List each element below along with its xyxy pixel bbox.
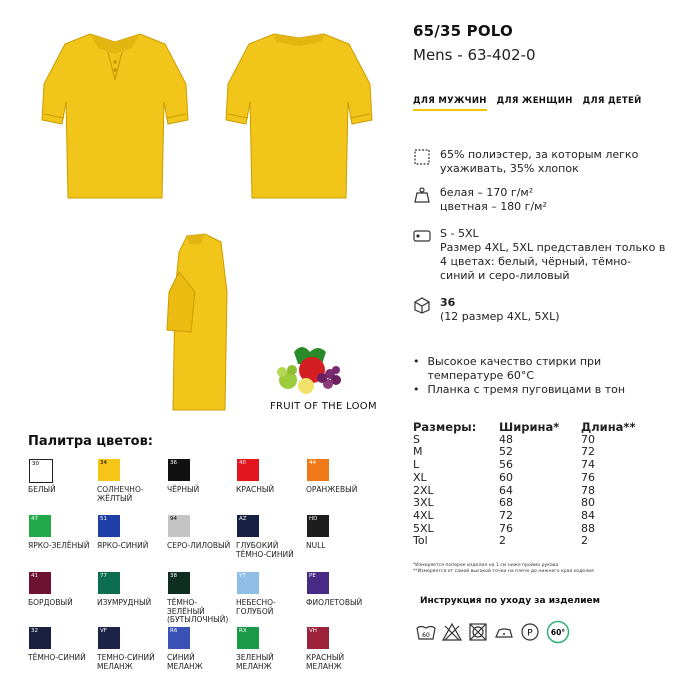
- box-icon: [413, 296, 431, 314]
- color-code: YT: [239, 573, 246, 579]
- color-label: ФИОЛЕТОВЫЙ: [306, 598, 363, 607]
- table-cell: 84: [581, 508, 595, 522]
- table-cell: 80: [581, 496, 595, 510]
- color-label: ЯРКО-ЗЕЛЁНЫЙ: [28, 541, 90, 550]
- svg-text:P: P: [527, 628, 533, 639]
- color-code: 44: [309, 460, 316, 466]
- color-swatch[interactable]: [168, 515, 190, 537]
- no-tumble-dry-icon: [468, 622, 488, 642]
- wash-60-badge-icon: [546, 620, 570, 644]
- color-swatch[interactable]: [307, 459, 329, 481]
- table-row: [413, 535, 641, 548]
- dry-clean-icon: [520, 622, 540, 642]
- color-code: 94: [170, 516, 177, 522]
- color-code: 30: [32, 461, 39, 467]
- table-cell: 72: [581, 445, 595, 459]
- table-row: [413, 472, 641, 485]
- table-cell: M: [413, 445, 423, 459]
- color-swatch[interactable]: [98, 627, 120, 649]
- color-label: НЕБЕСНО- ГОЛУБОЙ: [236, 598, 276, 616]
- table-cell: 74: [581, 458, 595, 472]
- table-cell: 78: [581, 483, 595, 497]
- product-subtitle: Mens - 63-402-0: [413, 46, 536, 64]
- color-label: СОЛНЕЧНО- ЖЁЛТЫЙ: [97, 485, 144, 503]
- color-label: NULL: [306, 541, 326, 550]
- polo-front-image: [40, 28, 190, 203]
- no-bleach-icon: [442, 622, 462, 642]
- pack-info: 36 (12 размер 4XL, 5XL): [440, 296, 560, 323]
- color-swatch[interactable]: [237, 627, 259, 649]
- color-code: 41: [31, 573, 38, 579]
- care-title: Инструкция по уходу за изделием: [420, 596, 600, 606]
- weight-icon: [413, 186, 431, 204]
- table-cell: 2: [581, 534, 588, 548]
- color-swatch[interactable]: [98, 572, 120, 594]
- color-code: 40: [239, 460, 246, 466]
- color-code: 34: [100, 460, 107, 466]
- color-swatch[interactable]: [29, 627, 51, 649]
- product-title: 65/35 POLO: [413, 22, 513, 40]
- color-swatch[interactable]: [237, 572, 259, 594]
- table-row: [413, 434, 641, 447]
- color-swatch[interactable]: [29, 515, 51, 537]
- table-cell: 68: [499, 496, 513, 510]
- color-label: КРАСНЫЙ: [236, 485, 275, 494]
- sizes-info: S - 5XL Размер 4XL, 5XL представлен только в 4 цветах: белый, чёрный, тёмно- синий и серо-лиловый: [440, 227, 666, 282]
- size-tag-icon: [413, 227, 431, 245]
- table-cell: 52: [499, 445, 513, 459]
- color-code: 32: [31, 628, 38, 634]
- table-row: [413, 446, 641, 459]
- iron-low-icon: [494, 622, 514, 642]
- color-label: СИНИЙ МЕЛАНЖ: [167, 653, 203, 671]
- color-swatch[interactable]: [168, 627, 190, 649]
- color-label: БЕЛЫЙ: [28, 485, 56, 494]
- polo-side-image: [165, 232, 245, 412]
- brand-logo-text: FRUIT OF THE LOOM: [270, 401, 377, 412]
- tab-women[interactable]: ДЛЯ ЖЕНЩИН: [496, 96, 573, 106]
- color-swatch[interactable]: [29, 459, 53, 483]
- color-label: ОРАНЖЕВЫЙ: [306, 485, 358, 494]
- table-row: [413, 510, 641, 523]
- table-cell: 2XL: [413, 483, 434, 497]
- color-swatch[interactable]: [168, 572, 190, 594]
- care-icons: [416, 620, 570, 644]
- color-code: VH: [309, 628, 317, 634]
- table-cell: S: [413, 432, 420, 446]
- palette-title: Палитра цветов:: [28, 434, 153, 449]
- color-label: КРАСНЫЙ МЕЛАНЖ: [306, 653, 345, 671]
- color-code: 47: [31, 516, 38, 522]
- tab-kids[interactable]: ДЛЯ ДЕТЕЙ: [582, 96, 642, 106]
- table-cell: L: [413, 458, 420, 472]
- color-label: ГЛУБОКИЙ ТЁМНО-СИНИЙ: [236, 541, 294, 559]
- color-swatch[interactable]: [307, 572, 329, 594]
- table-cell: 76: [499, 521, 513, 535]
- color-swatch[interactable]: [307, 515, 329, 537]
- color-code: AZ: [239, 516, 247, 522]
- table-row: [413, 485, 641, 498]
- table-cell: XL: [413, 470, 427, 484]
- color-swatch[interactable]: [237, 459, 259, 481]
- color-swatch[interactable]: [237, 515, 259, 537]
- table-cell: 88: [581, 521, 595, 535]
- color-label: ТЁМНО- ЗЕЛЁНЫЙ (БУТЫЛОЧНЫЙ): [167, 598, 229, 624]
- color-code: RX: [239, 628, 247, 634]
- color-label: БОРДОВЫЙ: [28, 598, 73, 607]
- color-code: 36: [170, 460, 177, 466]
- color-label: ИЗУМРУДНЫЙ: [97, 598, 152, 607]
- table-cell: 72: [499, 508, 513, 522]
- color-swatch[interactable]: [168, 459, 190, 481]
- color-swatch[interactable]: [29, 572, 51, 594]
- table-cell: 48: [499, 432, 513, 446]
- table-cell: 60: [499, 470, 513, 484]
- color-swatch[interactable]: [307, 627, 329, 649]
- color-label: ТЁМНО-СИНИЙ: [28, 653, 86, 662]
- color-label: СЕРО-ЛИЛОВЫЙ: [167, 541, 231, 550]
- size-table: [413, 421, 641, 548]
- color-code: VF: [100, 628, 107, 634]
- table-cell: 3XL: [413, 496, 434, 510]
- color-code: 51: [100, 516, 107, 522]
- table-cell: 70: [581, 432, 595, 446]
- color-code: R6: [170, 628, 178, 634]
- bullet-item: • Планка с тремя пуговицами в тон: [413, 383, 626, 396]
- bullet-item: • Высокое качество стирки при температуре 60°C: [413, 355, 602, 382]
- audience-tabs: [413, 96, 642, 111]
- color-label: ТЕМНО-СИНИЙ МЕЛАНЖ: [97, 653, 155, 671]
- table-cell: 2: [499, 534, 506, 548]
- table-header-row: Размеры: Ширина* Длина**: [413, 420, 636, 434]
- tab-men[interactable]: ДЛЯ МУЖЧИН: [413, 96, 487, 111]
- table-cell: Tol: [413, 534, 428, 548]
- color-code: PE: [309, 573, 316, 579]
- color-code: 38: [170, 573, 177, 579]
- color-label: ЯРКО-СИНИЙ: [97, 541, 149, 550]
- color-label: ЗЕЛЕНЫЙ МЕЛАНЖ: [236, 653, 274, 671]
- fabric-info: 65% полиэстер, за которым легко ухаживать, 35% хлопок: [440, 148, 639, 175]
- feature-bullets: [413, 355, 683, 397]
- table-cell: 56: [499, 458, 513, 472]
- fruit-of-the-loom-logo: [272, 342, 352, 400]
- table-cell: 64: [499, 483, 513, 497]
- table-row: [413, 459, 641, 472]
- polo-back-image: [224, 28, 374, 203]
- color-label: ЧЁРНЫЙ: [167, 485, 200, 494]
- color-swatch[interactable]: [98, 459, 120, 481]
- svg-text:60: 60: [422, 632, 430, 639]
- measurement-notes: *Измеряется поперек изделия на 1 см ниже пройма рукава **Измеряется от самой высокой точки на плече до нижнего края изделия: [413, 563, 594, 574]
- table-row: [413, 497, 641, 510]
- color-swatch[interactable]: [98, 515, 120, 537]
- fabric-icon: [413, 148, 431, 166]
- svg-text:60°: 60°: [550, 628, 566, 637]
- table-cell: 5XL: [413, 521, 434, 535]
- wash-60-icon: [416, 622, 436, 642]
- weight-info: белая – 170 г/м² цветная – 180 г/м²: [440, 186, 547, 213]
- table-row: [413, 523, 641, 536]
- table-cell: 76: [581, 470, 595, 484]
- color-code: 77: [100, 573, 107, 579]
- color-code: HD: [309, 516, 318, 522]
- table-cell: 4XL: [413, 508, 434, 522]
